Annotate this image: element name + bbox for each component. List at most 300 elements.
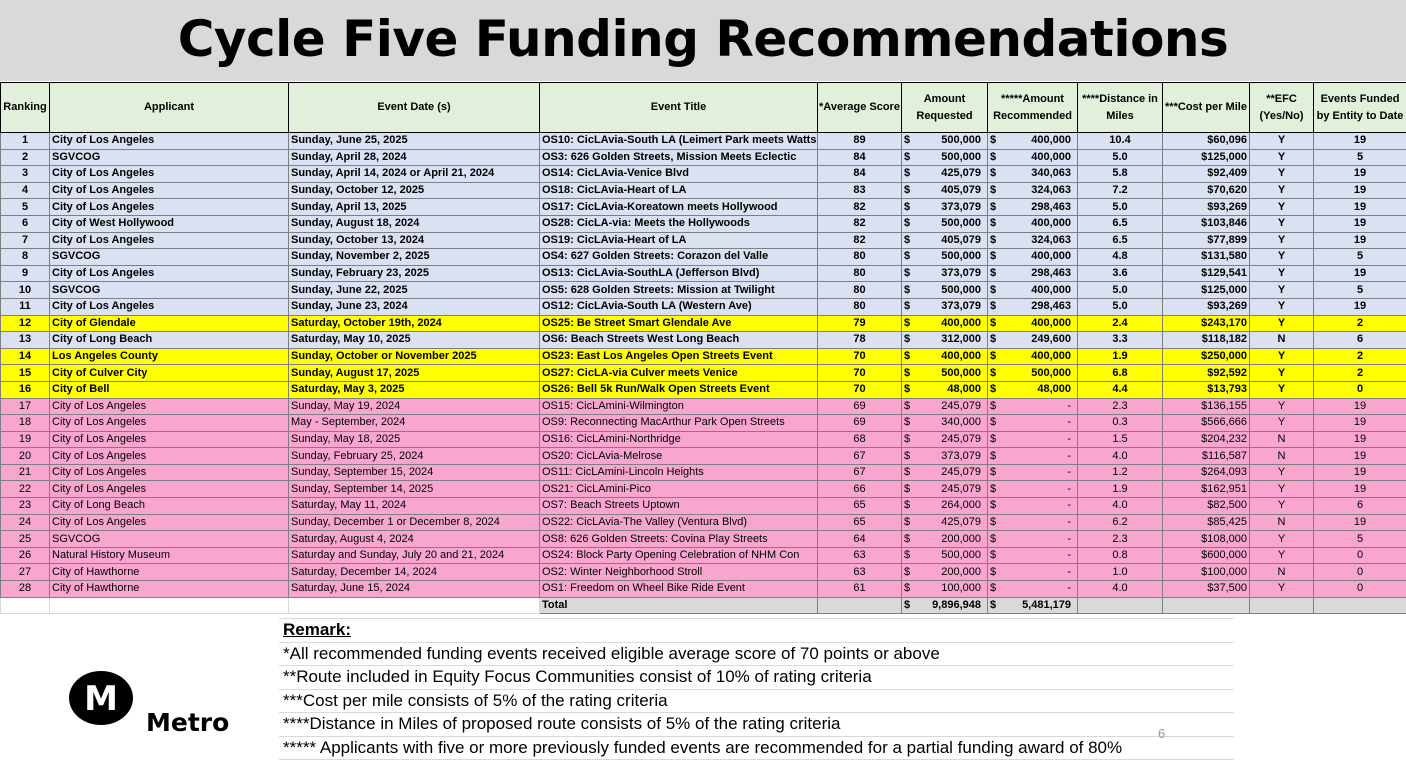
events-funded-cell: 5 [1314, 531, 1406, 548]
total-label: Total [540, 597, 818, 614]
events-funded-cell: 6 [1314, 498, 1406, 515]
events-funded-cell: 19 [1314, 265, 1406, 282]
table-row [1, 481, 1406, 498]
currency-symbol: $ [904, 200, 911, 213]
efc-cell: Y [1250, 415, 1314, 432]
amount-requested-cell [902, 199, 988, 216]
table-row [1, 514, 1406, 531]
ranking-cell: 28 [1, 581, 50, 598]
cost-per-mile-cell: $100,000 [1163, 564, 1250, 581]
event-date-cell: Saturday, May 3, 2025 [289, 381, 540, 398]
total-requested [902, 597, 988, 614]
amount-recommended-cell [988, 481, 1078, 498]
distance-cell: 4.4 [1078, 381, 1163, 398]
efc-cell: Y [1250, 348, 1314, 365]
ranking-cell: 17 [1, 398, 50, 415]
amount-requested-cell-value: 425,079 [941, 515, 981, 528]
applicant-cell: City of Long Beach [50, 332, 289, 349]
currency-symbol: $ [904, 482, 911, 495]
cost-per-mile-cell: $204,232 [1163, 431, 1250, 448]
event-title-cell: OS3: 626 Golden Streets, Mission Meets Eclectic [540, 149, 818, 166]
amount-recommended-cell [988, 348, 1078, 365]
event-date-cell: Sunday, October 13, 2024 [289, 232, 540, 249]
currency-symbol: $ [904, 150, 911, 163]
cost-per-mile-cell: $93,269 [1163, 298, 1250, 315]
event-title-cell: OS1: Freedom on Wheel Bike Ride Event [540, 581, 818, 598]
amount-requested-cell-value: 373,079 [941, 267, 981, 280]
event-title-cell: OS8: 626 Golden Streets: Covina Play Streets [540, 531, 818, 548]
table-row [1, 133, 1406, 150]
events-funded-cell: 0 [1314, 547, 1406, 564]
avg-score-cell: 79 [818, 315, 902, 332]
avg-score-cell: 67 [818, 448, 902, 465]
table-row [1, 149, 1406, 166]
distance-cell: 1.9 [1078, 348, 1163, 365]
amount-recommended-cell-value: - [1067, 432, 1071, 445]
currency-symbol: $ [990, 200, 997, 213]
amount-recommended-cell-value: - [1067, 482, 1071, 495]
event-title-cell: OS22: CicLAvia-The Valley (Ventura Blvd) [540, 514, 818, 531]
avg-score-cell: 63 [818, 564, 902, 581]
amount-requested-cell [902, 381, 988, 398]
amount-requested-cell [902, 182, 988, 199]
event-title-cell: OS26: Bell 5k Run/Walk Open Streets Event [540, 381, 818, 398]
amount-recommended-cell [988, 431, 1078, 448]
efc-cell: Y [1250, 531, 1314, 548]
cost-per-mile-cell: $118,182 [1163, 332, 1250, 349]
avg-score-cell: 80 [818, 249, 902, 266]
table-row [1, 315, 1406, 332]
event-title-cell: OS15: CicLAmini-Wilmington [540, 398, 818, 415]
amount-recommended-cell [988, 215, 1078, 232]
total-blank [1078, 597, 1163, 614]
amount-requested-cell-value: 405,079 [941, 184, 981, 197]
ranking-cell: 26 [1, 547, 50, 564]
currency-symbol: $ [904, 432, 911, 445]
event-date-cell: Sunday, February 23, 2025 [289, 265, 540, 282]
events-funded-cell: 5 [1314, 249, 1406, 266]
avg-score-cell: 80 [818, 265, 902, 282]
currency-symbol: $ [990, 449, 997, 462]
blank-cell [1, 597, 50, 614]
amount-requested-cell-value: 425,079 [941, 167, 981, 180]
amount-recommended-cell-value: 298,463 [1031, 200, 1071, 213]
amount-requested-cell [902, 265, 988, 282]
event-title-cell: OS28: CicLA-via: Meets the Hollywoods [540, 215, 818, 232]
currency-symbol: $ [904, 549, 911, 562]
amount-requested-cell-value: 48,000 [947, 383, 981, 396]
efc-cell: Y [1250, 149, 1314, 166]
ranking-cell: 8 [1, 249, 50, 266]
events-funded-cell: 19 [1314, 232, 1406, 249]
cost-per-mile-cell: $93,269 [1163, 199, 1250, 216]
efc-cell: Y [1250, 282, 1314, 299]
currency-symbol: $ [904, 233, 911, 246]
amount-recommended-cell-value: 400,000 [1031, 134, 1071, 147]
amount-requested-cell [902, 564, 988, 581]
amount-requested-cell-value: 500,000 [941, 217, 981, 230]
amount-requested-cell-value: 500,000 [941, 549, 981, 562]
cost-per-mile-cell: $250,000 [1163, 348, 1250, 365]
amount-recommended-cell [988, 133, 1078, 150]
event-date-cell: Sunday, November 2, 2025 [289, 249, 540, 266]
events-funded-cell: 19 [1314, 481, 1406, 498]
amount-requested-cell [902, 448, 988, 465]
efc-cell: Y [1250, 498, 1314, 515]
table-row [1, 348, 1406, 365]
table-row [1, 398, 1406, 415]
amount-requested-cell-value: 500,000 [941, 250, 981, 263]
event-date-cell: Sunday, April 14, 2024 or April 21, 2024 [289, 166, 540, 183]
currency-symbol: $ [904, 598, 911, 611]
ranking-cell: 14 [1, 348, 50, 365]
applicant-cell: SGVCOG [50, 249, 289, 266]
currency-symbol: $ [904, 449, 911, 462]
currency-symbol: $ [990, 399, 997, 412]
event-date-cell: Saturday, December 14, 2024 [289, 564, 540, 581]
ranking-cell: 20 [1, 448, 50, 465]
efc-cell: Y [1250, 398, 1314, 415]
avg-score-cell: 84 [818, 149, 902, 166]
col-header-applicant: Applicant [50, 83, 289, 133]
amount-recommended-cell-value: 249,600 [1031, 333, 1071, 346]
table-row [1, 232, 1406, 249]
applicant-cell: SGVCOG [50, 149, 289, 166]
currency-symbol: $ [990, 267, 997, 280]
currency-symbol: $ [904, 399, 911, 412]
event-date-cell: Saturday, August 4, 2024 [289, 531, 540, 548]
table-row [1, 365, 1406, 382]
currency-symbol: $ [990, 582, 997, 595]
ranking-cell: 11 [1, 298, 50, 315]
cost-per-mile-cell: $129,541 [1163, 265, 1250, 282]
events-funded-cell: 6 [1314, 332, 1406, 349]
events-funded-cell: 19 [1314, 133, 1406, 150]
ranking-cell: 23 [1, 498, 50, 515]
total-requested-value: 9,896,948 [932, 598, 981, 611]
col-header-cost-per-mile: ***Cost per Mile [1163, 83, 1250, 133]
amount-requested-cell [902, 332, 988, 349]
cost-per-mile-cell: $92,592 [1163, 365, 1250, 382]
amount-recommended-cell-value: - [1067, 515, 1071, 528]
applicant-cell: City of Los Angeles [50, 514, 289, 531]
events-funded-cell: 19 [1314, 398, 1406, 415]
amount-recommended-cell-value: 298,463 [1031, 300, 1071, 313]
event-date-cell: Saturday, October 19th, 2024 [289, 315, 540, 332]
currency-symbol: $ [990, 233, 997, 246]
events-funded-cell: 19 [1314, 298, 1406, 315]
currency-symbol: $ [990, 250, 997, 263]
efc-cell: Y [1250, 464, 1314, 481]
funding-table [0, 82, 1406, 614]
ranking-cell: 7 [1, 232, 50, 249]
cost-per-mile-cell: $125,000 [1163, 149, 1250, 166]
page-number: 6 [1158, 726, 1166, 741]
distance-cell: 2.3 [1078, 531, 1163, 548]
distance-cell: 5.8 [1078, 166, 1163, 183]
total-row [1, 597, 1406, 614]
event-date-cell: Sunday, September 15, 2024 [289, 464, 540, 481]
page-title: Cycle Five Funding Recommendations [177, 10, 1229, 68]
cost-per-mile-cell: $37,500 [1163, 581, 1250, 598]
amount-requested-cell-value: 500,000 [941, 283, 981, 296]
amount-recommended-cell [988, 149, 1078, 166]
event-date-cell: Sunday, June 22, 2025 [289, 282, 540, 299]
currency-symbol: $ [904, 499, 911, 512]
event-date-cell: Sunday, October 12, 2025 [289, 182, 540, 199]
avg-score-cell: 65 [818, 498, 902, 515]
amount-recommended-cell-value: - [1067, 399, 1071, 412]
efc-cell: Y [1250, 182, 1314, 199]
distance-cell: 0.8 [1078, 547, 1163, 564]
avg-score-cell: 64 [818, 531, 902, 548]
ranking-cell: 2 [1, 149, 50, 166]
table-row [1, 215, 1406, 232]
avg-score-cell: 61 [818, 581, 902, 598]
currency-symbol: $ [904, 250, 911, 263]
amount-recommended-cell [988, 199, 1078, 216]
avg-score-cell: 70 [818, 348, 902, 365]
events-funded-cell: 2 [1314, 315, 1406, 332]
currency-symbol: $ [904, 532, 911, 545]
efc-cell: Y [1250, 249, 1314, 266]
currency-symbol: $ [990, 184, 997, 197]
efc-cell: Y [1250, 232, 1314, 249]
applicant-cell: City of Los Angeles [50, 398, 289, 415]
amount-recommended-cell-value: 400,000 [1031, 217, 1071, 230]
applicant-cell: City of Hawthorne [50, 564, 289, 581]
applicant-cell: City of Los Angeles [50, 199, 289, 216]
ranking-cell: 3 [1, 166, 50, 183]
currency-symbol: $ [990, 532, 997, 545]
applicant-cell: City of Los Angeles [50, 232, 289, 249]
event-date-cell: Saturday, May 10, 2025 [289, 332, 540, 349]
amount-recommended-cell [988, 365, 1078, 382]
efc-cell: Y [1250, 547, 1314, 564]
applicant-cell: City of Los Angeles [50, 448, 289, 465]
amount-requested-cell-value: 373,079 [941, 300, 981, 313]
distance-cell: 1.9 [1078, 481, 1163, 498]
amount-requested-cell [902, 249, 988, 266]
cost-per-mile-cell: $131,580 [1163, 249, 1250, 266]
amount-recommended-cell-value: 400,000 [1031, 250, 1071, 263]
applicant-cell: City of Bell [50, 381, 289, 398]
cost-per-mile-cell: $243,170 [1163, 315, 1250, 332]
distance-cell: 6.5 [1078, 232, 1163, 249]
table-row [1, 448, 1406, 465]
table-row [1, 381, 1406, 398]
distance-cell: 1.5 [1078, 431, 1163, 448]
col-header-ranking: Ranking [1, 83, 50, 133]
efc-cell: Y [1250, 215, 1314, 232]
distance-cell: 5.0 [1078, 199, 1163, 216]
table-row [1, 464, 1406, 481]
event-title-cell: OS4: 627 Golden Streets: Corazon del Valle [540, 249, 818, 266]
amount-recommended-cell [988, 315, 1078, 332]
event-title-cell: OS5: 628 Golden Streets: Mission at Twilight [540, 282, 818, 299]
amount-requested-cell-value: 245,079 [941, 482, 981, 495]
amount-requested-cell [902, 415, 988, 432]
efc-cell: Y [1250, 166, 1314, 183]
distance-cell: 6.2 [1078, 514, 1163, 531]
distance-cell: 5.0 [1078, 282, 1163, 299]
currency-symbol: $ [990, 466, 997, 479]
ranking-cell: 24 [1, 514, 50, 531]
amount-recommended-cell [988, 547, 1078, 564]
cost-per-mile-cell: $116,587 [1163, 448, 1250, 465]
amount-requested-cell [902, 481, 988, 498]
table-row [1, 182, 1406, 199]
efc-cell: Y [1250, 365, 1314, 382]
distance-cell: 5.0 [1078, 149, 1163, 166]
col-header-events-funded: Events Funded by Entity to Date [1314, 83, 1406, 133]
distance-cell: 2.4 [1078, 315, 1163, 332]
events-funded-cell: 19 [1314, 448, 1406, 465]
applicant-cell: SGVCOG [50, 282, 289, 299]
event-title-cell: OS21: CicLAmini-Pico [540, 481, 818, 498]
ranking-cell: 13 [1, 332, 50, 349]
amount-recommended-cell [988, 464, 1078, 481]
amount-recommended-cell [988, 564, 1078, 581]
applicant-cell: City of Los Angeles [50, 464, 289, 481]
event-title-cell: OS16: CicLAmini-Northridge [540, 431, 818, 448]
amount-recommended-cell [988, 531, 1078, 548]
cost-per-mile-cell: $13,793 [1163, 381, 1250, 398]
amount-recommended-cell-value: 298,463 [1031, 267, 1071, 280]
avg-score-cell: 78 [818, 332, 902, 349]
amount-requested-cell-value: 500,000 [941, 366, 981, 379]
title-bar [0, 0, 1406, 81]
currency-symbol: $ [904, 515, 911, 528]
cost-per-mile-cell: $108,000 [1163, 531, 1250, 548]
amount-recommended-cell-value: 400,000 [1031, 350, 1071, 363]
events-funded-cell: 19 [1314, 431, 1406, 448]
amount-requested-cell-value: 400,000 [941, 350, 981, 363]
avg-score-cell: 82 [818, 215, 902, 232]
amount-requested-cell [902, 232, 988, 249]
event-date-cell: Sunday, August 17, 2025 [289, 365, 540, 382]
applicant-cell: City of Los Angeles [50, 431, 289, 448]
table-row [1, 166, 1406, 183]
amount-requested-cell [902, 531, 988, 548]
metro-wordmark: Metro [146, 708, 230, 737]
cost-per-mile-cell: $85,425 [1163, 514, 1250, 531]
amount-recommended-cell-value: 400,000 [1031, 150, 1071, 163]
applicant-cell: City of Culver City [50, 365, 289, 382]
amount-recommended-cell-value: 400,000 [1031, 283, 1071, 296]
currency-symbol: $ [904, 217, 911, 230]
events-funded-cell: 19 [1314, 182, 1406, 199]
avg-score-cell: 65 [818, 514, 902, 531]
remarks-box [279, 618, 1234, 760]
applicant-cell: City of Los Angeles [50, 481, 289, 498]
event-title-cell: OS24: Block Party Opening Celebration of NHM Con [540, 547, 818, 564]
amount-requested-cell [902, 298, 988, 315]
distance-cell: 4.0 [1078, 581, 1163, 598]
amount-requested-cell [902, 133, 988, 150]
ranking-cell: 27 [1, 564, 50, 581]
cost-per-mile-cell: $264,093 [1163, 464, 1250, 481]
efc-cell: Y [1250, 265, 1314, 282]
ranking-cell: 18 [1, 415, 50, 432]
amount-recommended-cell [988, 265, 1078, 282]
currency-symbol: $ [990, 499, 997, 512]
currency-symbol: $ [990, 416, 997, 429]
amount-recommended-cell [988, 415, 1078, 432]
ranking-cell: 22 [1, 481, 50, 498]
event-title-cell: OS18: CicLAvia-Heart of LA [540, 182, 818, 199]
events-funded-cell: 0 [1314, 581, 1406, 598]
table-row [1, 332, 1406, 349]
amount-recommended-cell [988, 182, 1078, 199]
remark-line: ***Cost per mile consists of 5% of the rating criteria [279, 689, 1234, 713]
col-header-avg-score: *Average Score [818, 83, 902, 133]
avg-score-cell: 82 [818, 232, 902, 249]
currency-symbol: $ [990, 217, 997, 230]
efc-cell: Y [1250, 298, 1314, 315]
ranking-cell: 15 [1, 365, 50, 382]
currency-symbol: $ [990, 167, 997, 180]
distance-cell: 7.2 [1078, 182, 1163, 199]
events-funded-cell: 0 [1314, 564, 1406, 581]
table-row [1, 431, 1406, 448]
table-row [1, 298, 1406, 315]
col-header-event-date: Event Date (s) [289, 83, 540, 133]
currency-symbol: $ [904, 383, 911, 396]
avg-score-cell: 82 [818, 199, 902, 216]
amount-requested-cell-value: 100,000 [941, 582, 981, 595]
ranking-cell: 5 [1, 199, 50, 216]
ranking-cell: 16 [1, 381, 50, 398]
events-funded-cell: 2 [1314, 365, 1406, 382]
amount-requested-cell-value: 405,079 [941, 233, 981, 246]
cost-per-mile-cell: $60,096 [1163, 133, 1250, 150]
event-title-cell: OS14: CicLAvia-Venice Blvd [540, 166, 818, 183]
amount-requested-cell-value: 245,079 [941, 466, 981, 479]
currency-symbol: $ [990, 383, 997, 396]
amount-requested-cell-value: 245,079 [941, 399, 981, 412]
svg-text:M: M [84, 679, 118, 719]
table-row [1, 581, 1406, 598]
event-title-cell: OS27: CicLA-via Culver meets Venice [540, 365, 818, 382]
events-funded-cell: 19 [1314, 199, 1406, 216]
remark-line: ***** Applicants with five or more previously funded events are recommended for a partial funding award of 80% [279, 736, 1234, 760]
cost-per-mile-cell: $92,409 [1163, 166, 1250, 183]
total-score-blank [818, 597, 902, 614]
event-date-cell: Saturday, June 15, 2024 [289, 581, 540, 598]
efc-cell: Y [1250, 581, 1314, 598]
efc-cell: N [1250, 431, 1314, 448]
events-funded-cell: 19 [1314, 215, 1406, 232]
amount-recommended-cell-value: - [1067, 499, 1071, 512]
event-title-cell: OS11: CicLAmini-Lincoln Heights [540, 464, 818, 481]
amount-recommended-cell-value: - [1067, 466, 1071, 479]
cost-per-mile-cell: $77,899 [1163, 232, 1250, 249]
ranking-cell: 12 [1, 315, 50, 332]
currency-symbol: $ [904, 582, 911, 595]
amount-requested-cell-value: 264,000 [941, 499, 981, 512]
col-header-event-title: Event Title [540, 83, 818, 133]
amount-recommended-cell [988, 332, 1078, 349]
event-title-cell: OS20: CicLAvia-Melrose [540, 448, 818, 465]
efc-cell: Y [1250, 381, 1314, 398]
amount-recommended-cell [988, 249, 1078, 266]
amount-recommended-cell [988, 282, 1078, 299]
currency-symbol: $ [904, 333, 911, 346]
amount-requested-cell-value: 200,000 [941, 532, 981, 545]
applicant-cell: City of Hawthorne [50, 581, 289, 598]
metro-logo-icon [68, 670, 134, 726]
